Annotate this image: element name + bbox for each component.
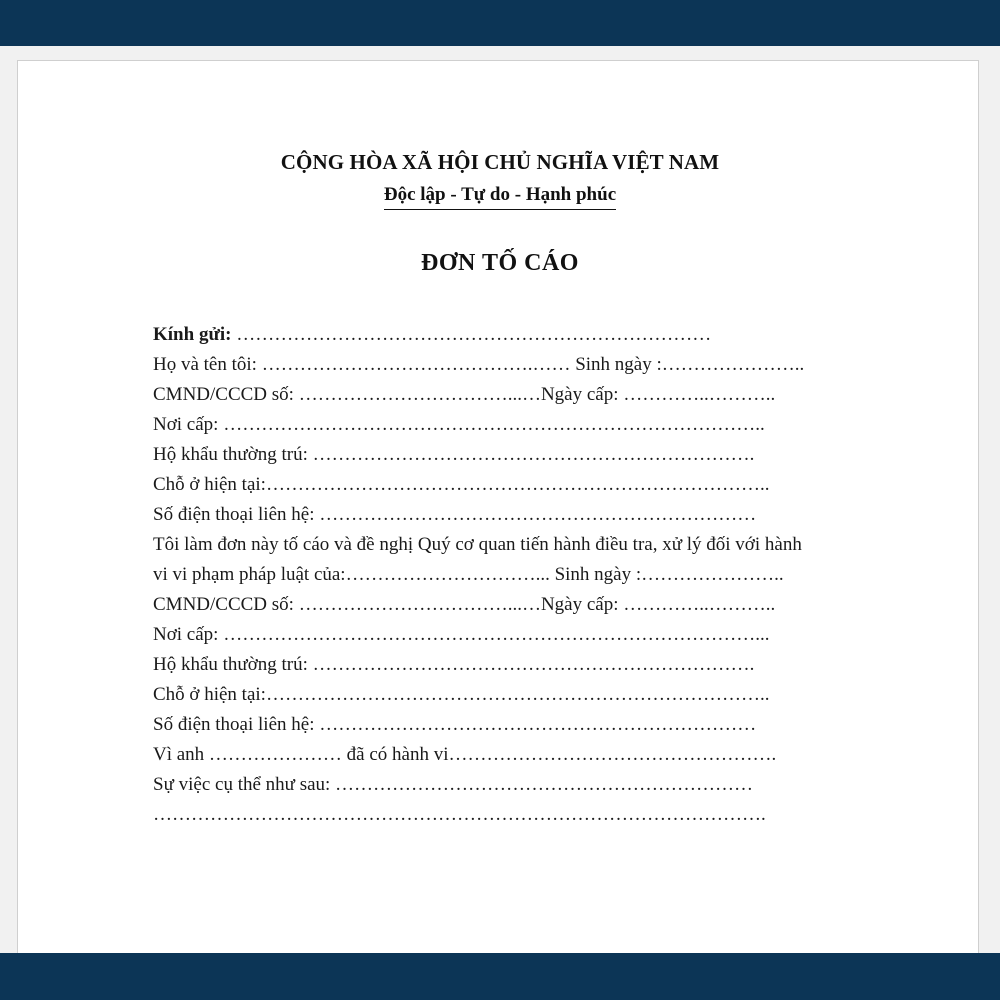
- form-line: Chỗ ở hiện tại:……………………………………………………………………..: [153, 474, 770, 495]
- form-line: Số điện thoại liên hệ: ……………………………………………………………: [153, 714, 757, 735]
- form-line: Hộ khẩu thường trú: …………………………………………………………….: [153, 654, 755, 675]
- form-line: Họ và tên tôi: …………………………………….…… Sinh ngày :…………………..: [153, 354, 805, 375]
- form-line: Sự việc cụ thể như sau: …………………………………………………………: [153, 774, 754, 795]
- form-body: [153, 320, 893, 830]
- bottom-banner: [0, 953, 1000, 1000]
- recipient-line: [153, 320, 893, 350]
- national-title: CỘNG HÒA XÃ HỘI CHỦ NGHĨA VIỆT NAM: [280, 150, 720, 174]
- national-motto: Độc lập - Tự do - Hạnh phúc: [384, 184, 616, 210]
- form-line: Nơi cấp: …………………………………………………………………………..: [153, 414, 765, 435]
- form-line: Tôi làm đơn này tố cáo và đề nghị Quý cơ quan tiến hành điều tra, xử lý đối với hành: [153, 534, 802, 555]
- form-line: Số điện thoại liên hệ: ……………………………………………………………: [153, 504, 757, 525]
- form-line: Hộ khẩu thường trú: …………………………………………………………….: [153, 444, 755, 465]
- form-line: Chỗ ở hiện tại:……………………………………………………………………..: [153, 684, 770, 705]
- form-line: …………………………………………………………………………………….: [153, 804, 766, 825]
- form-line: vi vi phạm pháp luật của:…………………………... Sinh ngày :…………………..: [153, 564, 784, 585]
- form-line: Nơi cấp: …………………………………………………………………………...: [153, 624, 770, 645]
- recipient-label: Kính gửi:: [153, 324, 232, 345]
- motto-row: [0, 184, 1000, 210]
- form-line: CMND/CCCD số: ……………………………...…Ngày cấp: …………..………..: [153, 384, 776, 405]
- form-line: Vì anh ………………… đã có hành vi…………………………………………….: [153, 744, 777, 765]
- recipient-dots: …………………………………………………………………: [231, 324, 712, 345]
- document-title: ĐƠN TỐ CÁO: [421, 250, 579, 276]
- top-banner: [0, 0, 1000, 46]
- form-line: CMND/CCCD số: ……………………………...…Ngày cấp: …………..………..: [153, 594, 776, 615]
